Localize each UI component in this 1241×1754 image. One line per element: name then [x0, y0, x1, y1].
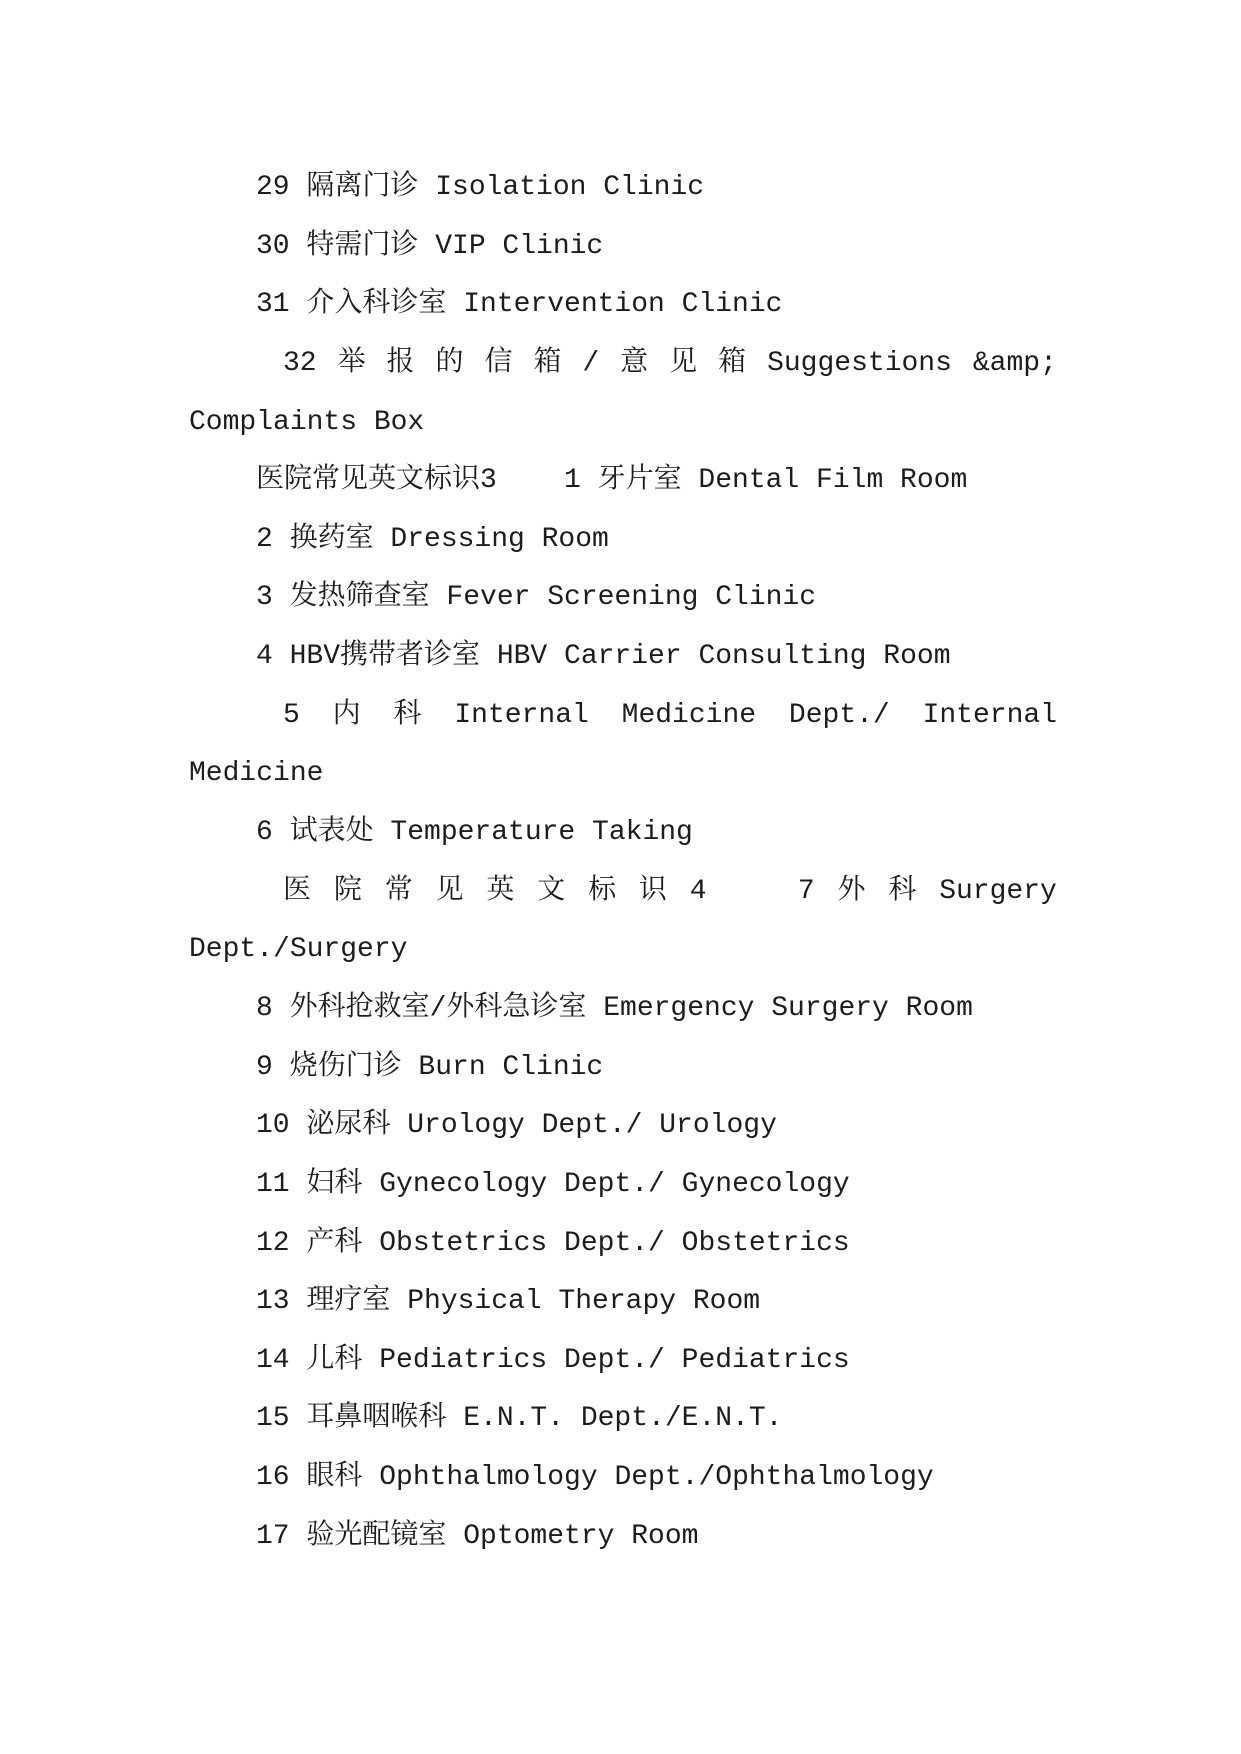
- spread-token: 科: [393, 699, 422, 731]
- entry-16-ophthalmology: 16 眼科 Ophthalmology Dept./Ophthalmology: [256, 1462, 934, 1494]
- entry-32-suggestions-box-line-1: [283, 335, 1057, 394]
- spread-token: 标: [588, 875, 617, 907]
- spread-token: 见: [669, 347, 698, 379]
- spread-token: 文: [537, 875, 566, 907]
- entry-32-suggestions-box-line-2: Complaints Box: [189, 406, 425, 438]
- entry-9-burn-clinic: 9 烧伤门诊 Burn Clinic: [256, 1051, 604, 1083]
- spread-token: &amp;: [972, 347, 1057, 379]
- entry-5-internal-medicine-line-1: [283, 687, 1057, 746]
- heading-4-entry-7-surgery-line-1: [283, 863, 1057, 922]
- entry-12-obstetrics: 12 产科 Obstetrics Dept./ Obstetrics: [256, 1227, 850, 1259]
- spread-token: 科: [888, 875, 917, 907]
- spread-token: Surgery: [939, 875, 1057, 907]
- spread-token: 箱: [718, 347, 747, 379]
- spread-token: 5: [283, 699, 300, 731]
- entry-8-emergency-surgery-room: 8 外科抢救室/外科急诊室 Emergency Surgery Room: [256, 992, 973, 1024]
- spread-token: Medicine: [621, 699, 757, 731]
- spread-token: 识: [638, 875, 667, 907]
- spread-token: 英: [486, 875, 515, 907]
- entry-14-pediatrics: 14 儿科 Pediatrics Dept./ Pediatrics: [256, 1344, 850, 1376]
- spread-token: 箱: [533, 347, 562, 379]
- spread-token: 举: [337, 347, 366, 379]
- entry-31-intervention-clinic: 31 介入科诊室 Intervention Clinic: [256, 289, 783, 321]
- entry-7-surgery-line-2: Dept./Surgery: [189, 934, 408, 966]
- spread-token: Internal: [454, 699, 589, 731]
- spread-token: 意: [620, 347, 649, 379]
- spread-token: 的: [435, 347, 464, 379]
- spread-token: 7: [797, 875, 815, 907]
- spread-token: 院: [333, 875, 362, 907]
- spread-token: 报: [386, 347, 415, 379]
- spread-token: 4: [689, 875, 707, 907]
- entry-3-fever-screening-clinic: 3 发热筛查室 Fever Screening Clinic: [256, 582, 817, 614]
- entry-5-internal-medicine-line-2: Medicine: [189, 758, 324, 790]
- entry-15-ent: 15 耳鼻咽喉科 E.N.T. Dept./E.N.T.: [256, 1403, 783, 1435]
- entry-10-urology: 10 泌尿科 Urology Dept./ Urology: [256, 1110, 777, 1142]
- heading-3-entry-1-dental-film-room: 医院常见英文标识3 1 牙片室 Dental Film Room: [256, 465, 968, 497]
- spread-token: 见: [435, 875, 464, 907]
- spread-token: 常: [384, 875, 413, 907]
- spread-token: 信: [484, 347, 513, 379]
- spread-token: Internal: [922, 699, 1057, 731]
- spread-token: 32: [283, 347, 317, 379]
- entry-2-dressing-room: 2 换药室 Dressing Room: [256, 523, 609, 555]
- spread-token: Dept./: [788, 699, 890, 731]
- entry-29-isolation-clinic: 29 隔离门诊 Isolation Clinic: [256, 172, 705, 203]
- entry-13-physical-therapy-room: 13 理疗室 Physical Therapy Room: [256, 1286, 761, 1318]
- entry-11-gynecology: 11 妇科 Gynecology Dept./ Gynecology: [256, 1168, 850, 1200]
- entry-4-hbv-carrier-room: 4 HBV携带者诊室 HBV Carrier Consulting Room: [256, 641, 951, 673]
- spread-token: 医: [283, 875, 312, 907]
- spread-token: /: [582, 347, 600, 379]
- spread-token: Suggestions: [767, 347, 952, 379]
- entry-6-temperature-taking: 6 试表处 Temperature Taking: [256, 817, 693, 849]
- entry-17-optometry-room: 17 验光配镜室 Optometry Room: [256, 1520, 699, 1552]
- entry-30-vip-clinic: 30 特需门诊 VIP Clinic: [256, 230, 604, 262]
- spread-token: 外: [837, 875, 866, 907]
- spread-token: 内: [332, 699, 361, 731]
